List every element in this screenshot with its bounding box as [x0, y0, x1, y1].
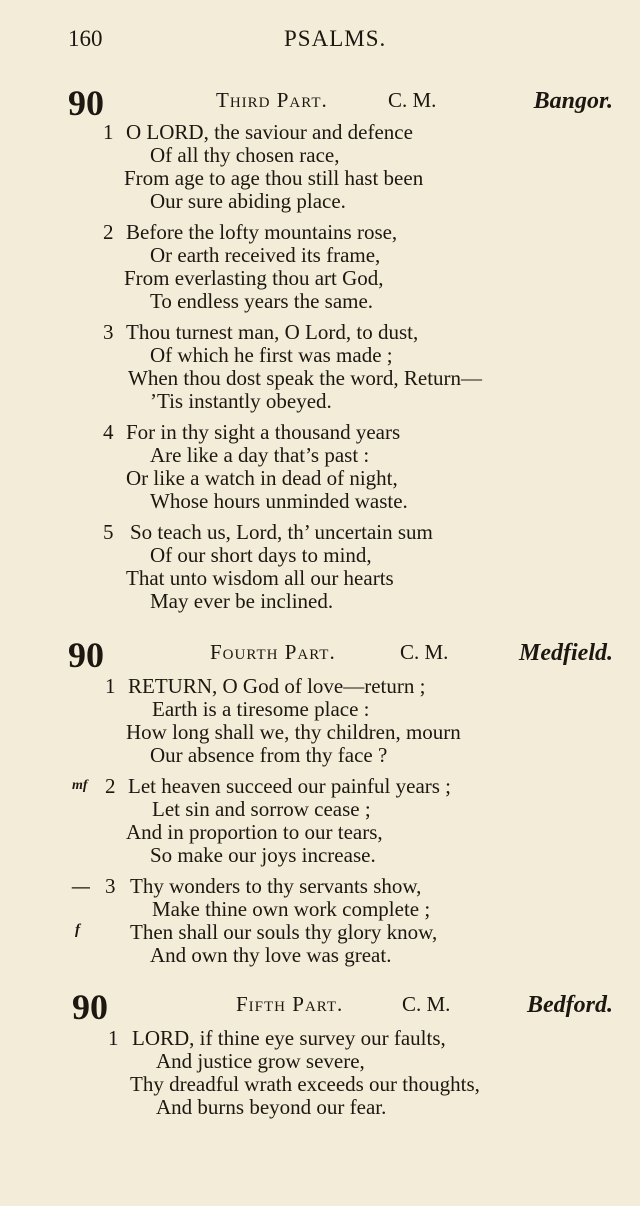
verse-line: Thy wonders to thy servants show,	[130, 874, 422, 898]
verse-line: Or earth received its frame,	[150, 243, 381, 267]
psalm-number: 90	[68, 83, 104, 123]
verse-line: Are like a day that’s past :	[150, 443, 370, 467]
page-number: 160	[68, 26, 103, 51]
verse-number: 1	[108, 1026, 119, 1050]
verse-line: Let sin and sorrow cease ;	[152, 797, 371, 821]
verse-line: So make our joys increase.	[150, 843, 376, 867]
verse-number: 2	[103, 220, 114, 244]
verse-line: From age to age thou still hast been	[124, 166, 424, 190]
verse-line: ’Tis instantly obeyed.	[150, 389, 332, 413]
verse-line: Whose hours unminded waste.	[150, 489, 408, 513]
verse-line: Of our short days to mind,	[150, 543, 372, 567]
verse-line: Let heaven succeed our painful years ;	[128, 774, 452, 798]
dynamic-mark: f	[75, 922, 80, 938]
verse-number: 1	[105, 674, 116, 698]
verse-line: How long shall we, thy children, mourn	[126, 720, 461, 744]
verse-line: Or like a watch in dead of night,	[126, 466, 398, 490]
verse-line: Earth is a tiresome place :	[152, 697, 370, 721]
meter: C. M.	[388, 88, 437, 112]
verse-line: Thy dreadful wrath exceeds our thoughts,	[130, 1072, 480, 1096]
verse-number: 3	[105, 874, 116, 898]
part-title: Fifth Part.	[236, 992, 344, 1016]
tune-name: Medfield.	[519, 640, 613, 666]
verse-number: 1	[103, 120, 114, 144]
verse-line: So teach us, Lord, th’ uncertain sum	[130, 520, 433, 544]
verse-number: 5	[103, 520, 114, 544]
dynamic-mark: mf	[72, 778, 88, 793]
verse-line: Our sure abiding place.	[150, 189, 346, 213]
running-head	[68, 26, 610, 56]
verse-line: From everlasting thou art God,	[124, 266, 384, 290]
verse-line: That unto wisdom all our hearts	[126, 566, 394, 590]
section-heading	[68, 82, 613, 122]
verse-number: 2	[105, 774, 116, 798]
verse-line: Before the lofty mountains rose,	[126, 220, 398, 244]
part-title: Third Part.	[216, 88, 328, 112]
verse-line: When thou dost speak the word, Return—	[128, 366, 483, 390]
meter: C. M.	[402, 992, 451, 1016]
section-heading	[68, 986, 613, 1026]
part-title: Fourth Part.	[210, 640, 336, 664]
verse-line: And own thy love was great.	[150, 943, 392, 967]
verse-line: O LORD, the saviour and defence	[126, 120, 413, 144]
verse-line: Of which he first was made ;	[150, 343, 393, 367]
verse-line: Our absence from thy face ?	[150, 743, 388, 767]
psalm-number: 90	[68, 635, 104, 675]
verse-number: 4	[103, 420, 114, 444]
verse-line: To endless years the same.	[150, 289, 374, 313]
dynamic-mark: —	[72, 876, 90, 896]
verse-line: And burns beyond our fear.	[156, 1095, 387, 1119]
meter: C. M.	[400, 640, 449, 664]
verse-line: Of all thy chosen race,	[150, 143, 340, 167]
page-title: PSALMS.	[284, 26, 387, 51]
verse-line: Thou turnest man, O Lord, to dust,	[126, 320, 419, 344]
verse-number: 3	[103, 320, 114, 344]
section-heading	[68, 634, 613, 674]
psalm-number: 90	[72, 987, 108, 1027]
verse-line: RETURN, O God of love—return ;	[128, 674, 426, 698]
verse-line: And justice grow severe,	[156, 1049, 365, 1073]
verse-line: May ever be inclined.	[150, 589, 334, 613]
verse-line: For in thy sight a thousand years	[126, 420, 401, 444]
tune-name: Bedford.	[527, 992, 613, 1018]
tune-name: Bangor.	[533, 88, 613, 114]
verse-line: LORD, if thine eye survey our faults,	[132, 1026, 446, 1050]
verse-line: And in proportion to our tears,	[126, 820, 383, 844]
verse-line: Make thine own work complete ;	[152, 897, 431, 921]
verse-line: Then shall our souls thy glory know,	[130, 920, 438, 944]
